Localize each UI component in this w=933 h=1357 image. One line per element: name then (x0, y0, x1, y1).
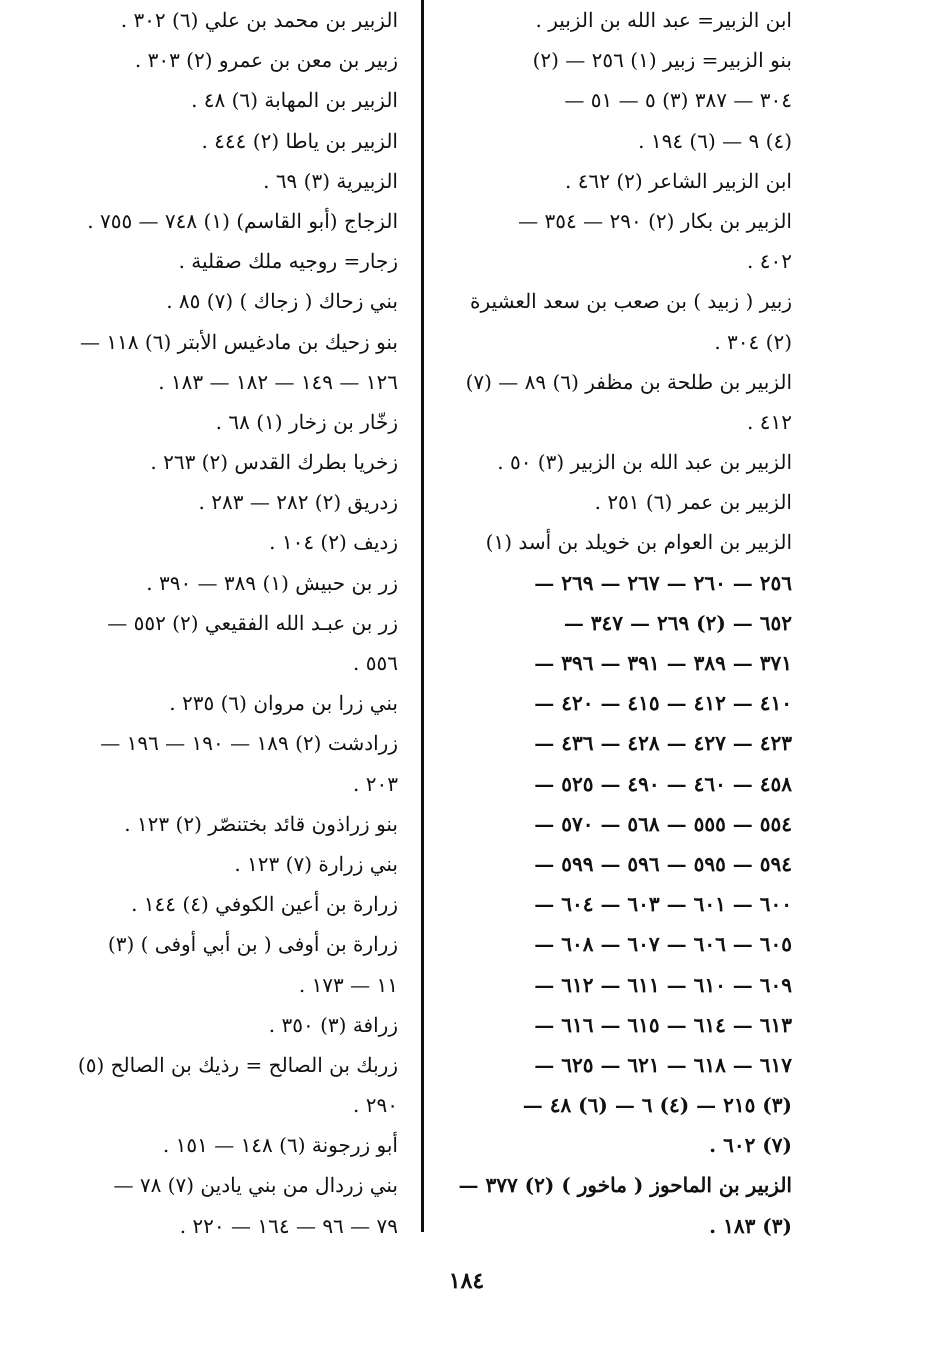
index-line: بنو الزبير= زبير (١) ٢٥٦ — (٢) (532, 48, 792, 73)
index-line: الزبير بن عبد الله بن الزبير (٣) ٥٠ . (497, 450, 792, 475)
index-line: ٦٠٠ — ٦٠١ — ٦٠٣ — ٦٠٤ — (534, 892, 792, 917)
index-line: ٣٠٤ — ٣٨٧ (٣) ٥ — ٥١ — (564, 88, 792, 113)
index-line: زبير ( زبيد ) بن صعب بن سعد العشيرة (470, 289, 792, 314)
index-line: الزبير بن ياطا (٢) ٤٤٤ . (201, 128, 398, 153)
index-line: زرافة (٣) ٣٥٠ . (268, 1012, 398, 1037)
index-line: ٦١٣ — ٦١٤ — ٦١٥ — ٦١٦ — (534, 1012, 792, 1037)
index-line: بني زحاك ( زجاك ) (٧) ٨٥ . (166, 289, 398, 314)
index-line: ٦٥٢ — (٢) ٢٦٩ — ٣٤٧ — (563, 610, 792, 635)
index-line: ٥٥٤ — ٥٥٥ — ٥٦٨ — ٥٧٠ — (534, 811, 792, 836)
index-line: بني زرارة (٧) ١٢٣ . (234, 851, 398, 876)
index-line: ١٢٦ — ١٤٩ — ١٨٢ — ١٨٣ . (158, 369, 398, 394)
index-line: ٦٠٥ — ٦٠٦ — ٦٠٧ — ٦٠٨ — (534, 932, 792, 957)
index-line: ٢٠٣ . (353, 771, 398, 796)
index-line: ٧٩ — ٩٦ — ١٦٤ — ٢٢٠ . (179, 1213, 398, 1238)
index-line: الزبير بن الماحوز ( ماخور ) (٢) ٣٧٧ — (458, 1173, 792, 1198)
index-line: زر بن حبيش (١) ٣٨٩ — ٣٩٠ . (146, 570, 398, 595)
index-line: ٢٥٦ — ٢٦٠ — ٢٦٧ — ٢٦٩ — (534, 570, 792, 595)
index-line: بني زرا بن مروان (٦) ٢٣٥ . (169, 691, 398, 716)
index-line: (٣) ١٨٣ . (709, 1213, 792, 1238)
index-line: ٤٥٨ — ٤٦٠ — ٤٩٠ — ٥٢٥ — (534, 771, 792, 796)
index-line: زرارة بن أوفى ( بن أبي أوفى ) (٣) (107, 932, 398, 957)
index-line: ٤٠٢ . (747, 249, 792, 274)
column-divider (421, 0, 424, 1232)
index-line: زرادشت (٢) ١٨٩ — ١٩٠ — ١٩٦ — (100, 731, 398, 756)
index-line: ٥٩٤ — ٥٩٥ — ٥٩٦ — ٥٩٩ — (534, 851, 792, 876)
index-line: الزبيرية (٣) ٦٩ . (263, 168, 398, 193)
index-line: (٣) ٢١٥ — (٤) ٦ — (٦) ٤٨ — (522, 1093, 792, 1118)
index-line: الزبير بن محمد بن علي (٦) ٣٠٢ . (120, 8, 398, 32)
index-line: زر بن عبـد الله الفقيعي (٢) ٥٥٢ — (107, 610, 398, 635)
index-line: الزبير بن بكار (٢) ٢٩٠ — ٣٥٤ — (518, 208, 792, 233)
index-line: ٦٠٩ — ٦١٠ — ٦١١ — ٦١٢ — (534, 972, 792, 997)
index-line: بنو زراذون قائد بختنصّر (٢) ١٢٣ . (124, 811, 398, 836)
index-line: زربك بن الصالح = رذيك بن الصالح (٥) (77, 1052, 398, 1077)
index-line: الزبير بن المهابة (٦) ٤٨ . (191, 88, 398, 113)
index-line: ٤٢٣ — ٤٢٧ — ٤٢٨ — ٤٣٦ — (534, 731, 792, 756)
index-line: بني زردال من بني يادين (٧) ٧٨ — (113, 1173, 398, 1198)
index-line: زخريا بطرك القدس (٢) ٢٦٣ . (150, 450, 398, 475)
index-line: ٦١٧ — ٦١٨ — ٦٢١ — ٦٢٥ — (534, 1052, 792, 1077)
index-line: ٢٩٠ . (353, 1093, 398, 1118)
index-line: (٤) ٩ — (٦) ١٩٤ . (638, 128, 792, 153)
page-number: ١٨٤ (448, 1268, 485, 1294)
index-line: ابن الزبير= عبد الله بن الزبير . (535, 8, 792, 32)
index-line: ١١ — ١٧٣ . (298, 972, 398, 997)
index-line: (٧) ٦٠٢ . (709, 1133, 792, 1158)
index-line: زدريق (٢) ٢٨٢ — ٢٨٣ . (198, 490, 398, 515)
index-line: زرارة بن أعين الكوفي (٤) ١٤٤ . (131, 892, 398, 917)
index-line: زخّار بن زخار (١) ٦٨ . (215, 409, 398, 434)
index-line: الزبير بن العوام بن خويلد بن أسد (١) (485, 530, 792, 555)
index-line: زجار= روجيه ملك صقلية . (178, 249, 398, 274)
index-line: الزبير بن عمر (٦) ٢٥١ . (594, 490, 792, 515)
index-line: (٢) ٣٠٤ . (714, 329, 792, 354)
index-line: ٤١٠ — ٤١٢ — ٤١٥ — ٤٢٠ — (534, 691, 792, 716)
index-line: الزبير بن طلحة بن مظفر (٦) ٨٩ — (٧) (465, 369, 792, 394)
index-line: ٤١٢ . (747, 409, 792, 434)
index-column-right (440, 0, 792, 1246)
index-line: الزجاج (أبو القاسم) (١) ٧٤٨ — ٧٥٥ . (87, 208, 398, 233)
index-line: ٥٥٦ . (353, 651, 398, 675)
index-column-left (48, 0, 398, 1246)
index-line: ابن الزبير الشاعر (٢) ٤٦٢ . (565, 168, 792, 193)
index-line: زبير بن معن بن عمرو (٢) ٣٠٣ . (134, 48, 398, 73)
index-line: أبو زرجونة (٦) ١٤٨ — ١٥١ . (162, 1133, 398, 1158)
index-line: زديف (٢) ١٠٤ . (269, 530, 398, 555)
index-line: ٣٧١ — ٣٨٩ — ٣٩١ — ٣٩٦ — (534, 651, 792, 675)
index-line: بنو زحيك بن مادغيس الأبتر (٦) ١١٨ — (79, 329, 398, 354)
